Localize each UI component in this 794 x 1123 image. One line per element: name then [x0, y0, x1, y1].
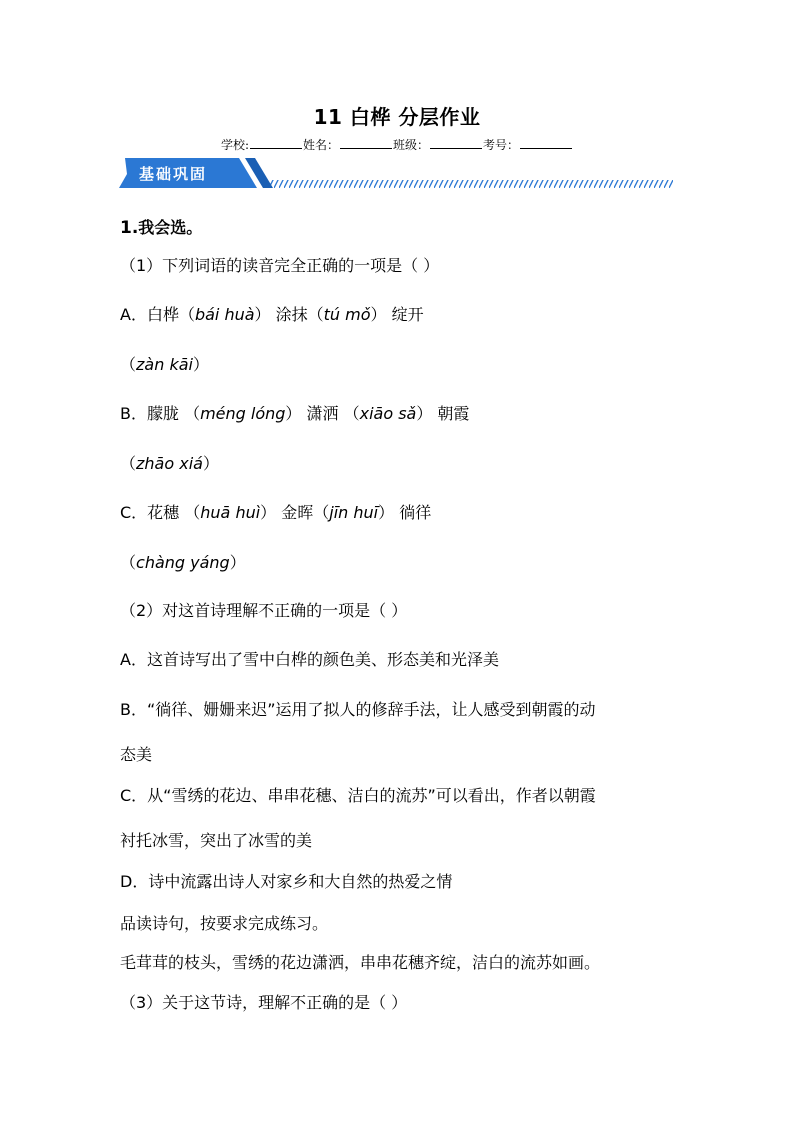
pinyin: zàn kāi [136, 355, 193, 374]
school-label: 学校: [220, 138, 249, 152]
option-1c-continued: （chàng yáng） [120, 553, 246, 572]
option-2b[interactable]: B．“徜徉、姗姗来迟”运用了拟人的修辞手法，让人感受到朝霞的动 [120, 700, 596, 719]
pinyin: chàng yáng [136, 553, 230, 572]
pinyin: jīn huī [329, 503, 379, 522]
question-1-heading [120, 218, 202, 238]
option-1a[interactable]: A．白桦（bái huà） 涂抹（tú mǒ） 绽开 [120, 305, 424, 324]
question-title: 我会选。 [138, 218, 203, 237]
section-label: 基础巩固 [139, 165, 208, 183]
school-blank[interactable] [250, 137, 302, 149]
option-1a-continued: （zàn kāi） [120, 355, 209, 374]
option-2a[interactable]: A．这首诗写出了雪中白桦的颜色美、形态美和光泽美 [120, 650, 499, 669]
option-1c[interactable]: C．花穗 （huā huì） 金晖（jīn huī） 徜徉 [120, 503, 432, 522]
sub-question-3-prompt: （3）关于这节诗，理解不正确的是（ ） [120, 993, 408, 1012]
pinyin: bái huà [194, 305, 255, 324]
question-number: 1. [120, 218, 139, 238]
pinyin: méng lóng [200, 404, 286, 423]
pinyin: huā huì [200, 503, 261, 522]
banner-hatch-stripe [269, 180, 673, 188]
name-blank[interactable] [340, 137, 392, 149]
option-1b[interactable]: B．朦胧 （méng lóng） 潇洒 （xiāo sǎ） 朝霞 [120, 404, 470, 423]
class-label: 班级： [393, 138, 430, 152]
exam-no-blank[interactable] [520, 137, 572, 149]
class-blank[interactable] [430, 137, 482, 149]
exam-no-label: 考号： [483, 138, 520, 152]
name-label: 姓名： [303, 138, 340, 152]
poem-excerpt: 毛茸茸的枝头，雪绣的花边潇洒，串串花穗齐绽，洁白的流苏如画。 [120, 953, 601, 972]
option-2c[interactable]: C．从“雪绣的花边、串串花穗、洁白的流苏”可以看出，作者以朝霞 [120, 786, 596, 805]
pinyin: xiāo sǎ [359, 404, 417, 423]
page-title: 11 白桦 分层作业 [313, 105, 481, 129]
sub-question-2-prompt: （2）对这首诗理解不正确的一项是（ ） [120, 601, 408, 620]
option-2c-continued: 衬托冰雪，突出了冰雪的美 [120, 831, 313, 850]
section-banner [119, 158, 675, 192]
sub-question-1-prompt: （1）下列词语的读音完全正确的一项是（ ） [120, 256, 440, 275]
pinyin: tú mǒ [323, 305, 371, 324]
instruction-text: 品读诗句，按要求完成练习。 [120, 914, 329, 933]
option-1b-continued: （zhāo xiá） [120, 454, 219, 473]
pinyin: zhāo xiá [136, 454, 203, 473]
option-2b-continued: 态美 [120, 745, 153, 764]
option-2d[interactable]: D．诗中流露出诗人对家乡和大自然的热爱之情 [120, 872, 453, 891]
student-info-line [0, 136, 794, 153]
